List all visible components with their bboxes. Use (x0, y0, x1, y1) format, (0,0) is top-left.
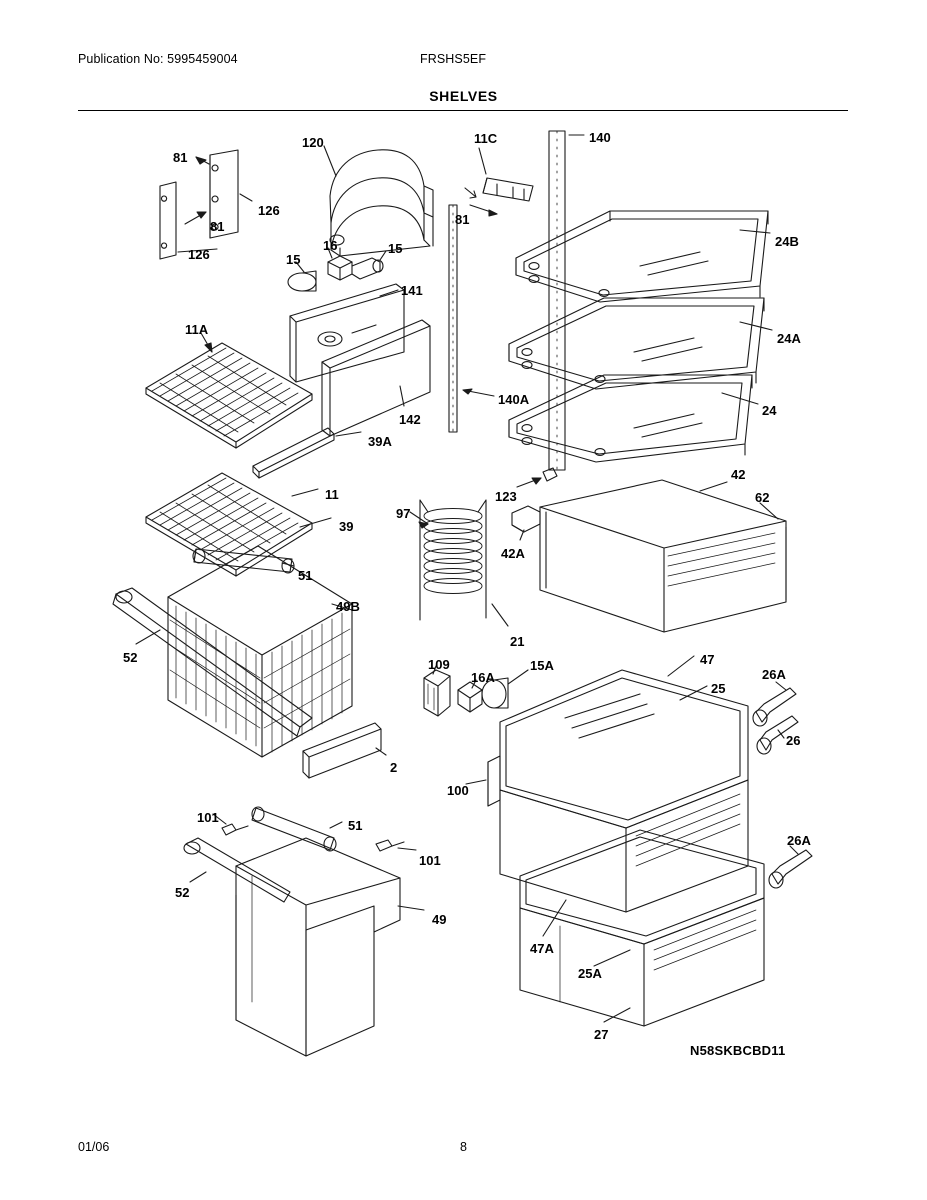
part-bin-120 (330, 150, 433, 256)
callout-49B: 49B (336, 599, 360, 614)
part-rail-51-upper (193, 549, 294, 573)
part-strip-39A (253, 428, 334, 478)
callout-120: 120 (302, 135, 324, 150)
part-post-140A (449, 205, 457, 432)
callout-52-lower: 52 (175, 885, 190, 900)
part-wire-shelf-11A (146, 343, 312, 448)
callout-21: 21 (510, 634, 525, 649)
callout-42: 42 (731, 467, 746, 482)
page-title: SHELVES (429, 88, 498, 104)
callout-27: 27 (594, 1027, 609, 1042)
callout-126-upper: 126 (258, 203, 280, 218)
part-bracket-42A (512, 506, 540, 532)
callout-49: 49 (432, 912, 447, 927)
part-bracket-126 (160, 150, 238, 259)
part-strip-2 (303, 723, 381, 778)
part-wire-shelf-11 (146, 473, 312, 576)
callout-140: 140 (589, 130, 611, 145)
publication-number: Publication No: 5995459004 (78, 52, 238, 66)
callout-142: 142 (399, 412, 421, 427)
callout-101-left: 101 (197, 810, 219, 825)
part-rail-51-lower (252, 807, 336, 851)
part-shelf-24B (516, 211, 768, 302)
part-hardware-15-16 (288, 256, 383, 291)
callout-39: 39 (339, 519, 354, 534)
callout-16: 16 (323, 238, 338, 253)
part-drawer-27 (520, 898, 764, 1026)
callout-16A: 16A (471, 670, 495, 685)
callout-26A-lower: 26A (787, 833, 811, 848)
part-post-140 (549, 131, 565, 470)
part-handle-52-lower (184, 838, 290, 902)
callout-11A: 11A (185, 322, 209, 337)
callout-47A: 47A (530, 941, 554, 956)
callout-140A: 140A (498, 392, 530, 407)
callout-97: 97 (396, 506, 411, 521)
callout-123: 123 (495, 489, 517, 504)
callout-52-upper: 52 (123, 650, 138, 665)
part-rail-11C (483, 178, 533, 201)
part-hardware-16A (458, 682, 482, 712)
footer-date: 01/06 (78, 1140, 110, 1154)
part-drawer-42 (540, 480, 786, 632)
part-cover-141-142 (290, 284, 404, 382)
callout-126-lower: 126 (188, 247, 210, 262)
part-shelf-47A (520, 830, 764, 944)
footer-page-number: 8 (460, 1140, 467, 1154)
callout-15A: 15A (530, 658, 554, 673)
callout-15-right: 15 (388, 241, 403, 256)
part-fastener-101a (222, 824, 248, 835)
callout-25A: 25A (578, 966, 602, 981)
callout-24: 24 (762, 403, 777, 418)
callout-39A: 39A (368, 434, 392, 449)
callout-100: 100 (447, 783, 469, 798)
callout-51-lower: 51 (348, 818, 363, 833)
callout-81-mid: 81 (210, 219, 225, 234)
part-coil-97 (420, 500, 486, 620)
callout-11C: 11C (474, 131, 498, 146)
diagram-code: N58SKBCBD11 (690, 1043, 786, 1058)
callout-81: 81 (173, 150, 188, 165)
callout-15-left: 15 (286, 252, 301, 267)
part-handle-26A-lower (769, 850, 812, 888)
callout-24A: 24A (777, 331, 801, 346)
callout-141: 141 (401, 283, 423, 298)
callout-25: 25 (711, 681, 726, 696)
callout-47: 47 (700, 652, 715, 667)
part-shelf-24 (509, 375, 752, 462)
part-hardware-109 (424, 670, 450, 716)
callout-26A-upper: 26A (762, 667, 786, 682)
callout-24B: 24B (775, 234, 799, 249)
callout-62: 62 (755, 490, 770, 505)
callout-101-right: 101 (419, 853, 441, 868)
callout-11: 11 (325, 487, 339, 502)
part-drawer-25 (500, 780, 748, 912)
part-bracket-100 (488, 756, 500, 806)
model-number: FRSHS5EF (420, 52, 487, 66)
callout-2: 2 (390, 760, 398, 775)
part-basket-49 (236, 838, 400, 1056)
callout-51-upper: 51 (298, 568, 313, 583)
part-fastener-101b (376, 840, 404, 851)
callout-26: 26 (786, 733, 801, 748)
callout-109: 109 (428, 657, 450, 672)
callout-42A: 42A (501, 546, 525, 561)
part-handle-26A-upper (753, 688, 796, 726)
callout-81-right: 81 (455, 212, 470, 227)
